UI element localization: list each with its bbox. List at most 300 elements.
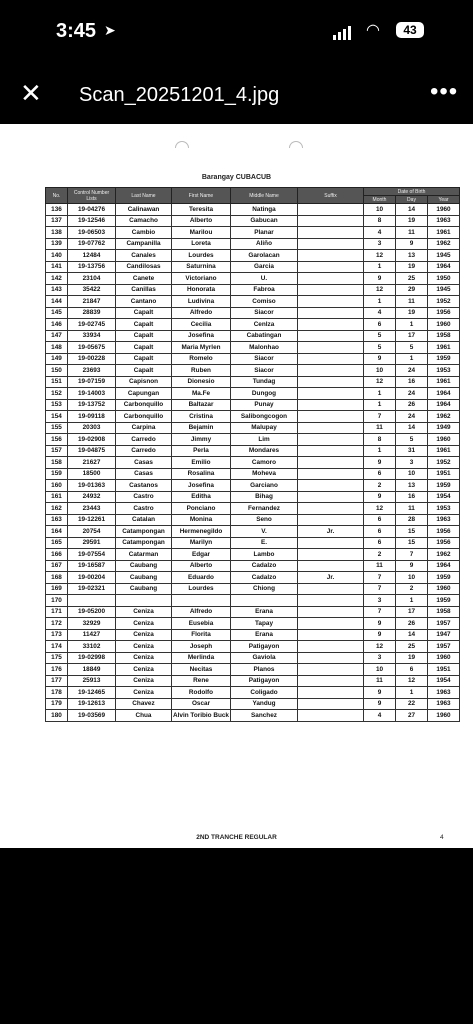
birth-month: 11 — [364, 422, 396, 434]
row-number: 143 — [46, 284, 68, 296]
control-number: 19-13756 — [68, 261, 116, 273]
first-name: Dionesio — [172, 376, 231, 388]
middle-name: Yandug — [231, 698, 298, 710]
table-row — [46, 629, 460, 641]
row-number: 165 — [46, 537, 68, 549]
birth-year: 1960 — [428, 434, 460, 446]
table-row — [46, 227, 460, 239]
birth-month: 3 — [364, 238, 396, 250]
birth-year: 1962 — [428, 411, 460, 423]
first-name: Eduardo — [172, 572, 231, 584]
table-row — [46, 710, 460, 722]
first-name: Merlinda — [172, 652, 231, 664]
first-name: Ponciano — [172, 503, 231, 515]
suffix — [298, 652, 364, 664]
suffix — [298, 411, 364, 423]
birth-day: 24 — [396, 365, 428, 377]
birth-year: 1951 — [428, 664, 460, 676]
middle-name: Erana — [231, 606, 298, 618]
last-name: Camacho — [116, 215, 172, 227]
header-first-name: First Name — [172, 188, 231, 204]
middle-name: Cadalzo — [231, 560, 298, 572]
table-row — [46, 457, 460, 469]
suffix — [298, 629, 364, 641]
suffix — [298, 261, 364, 273]
table-body — [46, 204, 460, 722]
middle-name: Fabroa — [231, 284, 298, 296]
birth-month: 3 — [364, 595, 396, 607]
last-name: Castanos — [116, 480, 172, 492]
table-row — [46, 296, 460, 308]
birth-year: 1956 — [428, 537, 460, 549]
control-number: 19-02998 — [68, 652, 116, 664]
first-name: Emilio — [172, 457, 231, 469]
last-name — [116, 595, 172, 607]
suffix — [298, 675, 364, 687]
birth-year: 1949 — [428, 422, 460, 434]
header-middle-name: Middle Name — [231, 188, 298, 204]
control-number: 33102 — [68, 641, 116, 653]
suffix — [298, 457, 364, 469]
middle-name: Garolacan — [231, 250, 298, 262]
suffix — [298, 250, 364, 262]
suffix — [298, 227, 364, 239]
last-name: Carredo — [116, 434, 172, 446]
suffix — [298, 388, 364, 400]
middle-name: Patigayon — [231, 675, 298, 687]
middle-name: Seno — [231, 514, 298, 526]
birth-day: 1 — [396, 353, 428, 365]
row-number: 161 — [46, 491, 68, 503]
control-number: 21847 — [68, 296, 116, 308]
table-row — [46, 468, 460, 480]
last-name: Carbonquillo — [116, 411, 172, 423]
first-name: Edgar — [172, 549, 231, 561]
birth-month: 12 — [364, 284, 396, 296]
row-number: 153 — [46, 399, 68, 411]
middle-name: Natinga — [231, 204, 298, 216]
row-number: 145 — [46, 307, 68, 319]
first-name — [172, 595, 231, 607]
row-number: 180 — [46, 710, 68, 722]
birth-day: 26 — [396, 618, 428, 630]
control-number: 19-02745 — [68, 319, 116, 331]
location-arrow-icon: ➤ — [104, 22, 116, 38]
suffix — [298, 399, 364, 411]
middle-name: E. — [231, 537, 298, 549]
suffix — [298, 514, 364, 526]
control-number: 19-12546 — [68, 215, 116, 227]
first-name: Victoriano — [172, 273, 231, 285]
birth-month: 7 — [364, 411, 396, 423]
suffix — [298, 284, 364, 296]
first-name: Ma.Fe — [172, 388, 231, 400]
birth-day: 10 — [396, 572, 428, 584]
birth-day: 11 — [396, 503, 428, 515]
birth-month: 6 — [364, 319, 396, 331]
first-name: Baltazar — [172, 399, 231, 411]
first-name: Bejamin — [172, 422, 231, 434]
last-name: Capalt — [116, 342, 172, 354]
first-name: Maria Myrlen — [172, 342, 231, 354]
suffix — [298, 468, 364, 480]
suffix — [298, 560, 364, 572]
row-number: 166 — [46, 549, 68, 561]
birth-day: 19 — [396, 652, 428, 664]
birth-day: 19 — [396, 261, 428, 273]
table-row — [46, 583, 460, 595]
suffix — [298, 710, 364, 722]
suffix — [298, 342, 364, 354]
birth-year: 1945 — [428, 284, 460, 296]
first-name: Alfredo — [172, 606, 231, 618]
first-name: Florita — [172, 629, 231, 641]
birth-month: 2 — [364, 480, 396, 492]
table-row — [46, 491, 460, 503]
first-name: Cristina — [172, 411, 231, 423]
birth-year: 1960 — [428, 319, 460, 331]
table-row — [46, 675, 460, 687]
suffix — [298, 238, 364, 250]
control-number: 19-06503 — [68, 227, 116, 239]
birth-day: 11 — [396, 227, 428, 239]
birth-month: 9 — [364, 687, 396, 699]
control-number: 19-13752 — [68, 399, 116, 411]
control-number: 23443 — [68, 503, 116, 515]
birth-month: 12 — [364, 641, 396, 653]
last-name: Chua — [116, 710, 172, 722]
middle-name: Cadalzo — [231, 572, 298, 584]
birth-year: 1959 — [428, 353, 460, 365]
first-name: Perla — [172, 445, 231, 457]
first-name: Monina — [172, 514, 231, 526]
row-number: 154 — [46, 411, 68, 423]
middle-name: Bihag — [231, 491, 298, 503]
suffix — [298, 365, 364, 377]
birth-year: 1947 — [428, 629, 460, 641]
suffix — [298, 215, 364, 227]
middle-name: Garcia — [231, 261, 298, 273]
table-row — [46, 250, 460, 262]
birth-month: 4 — [364, 307, 396, 319]
birth-day: 3 — [396, 457, 428, 469]
birth-month: 5 — [364, 342, 396, 354]
close-icon[interactable]: ✕ — [20, 78, 42, 108]
header-last-name: Last Name — [116, 188, 172, 204]
birth-month: 1 — [364, 388, 396, 400]
birth-year: 1959 — [428, 480, 460, 492]
first-name: Loreta — [172, 238, 231, 250]
birth-day: 7 — [396, 549, 428, 561]
birth-day: 5 — [396, 342, 428, 354]
row-number: 156 — [46, 434, 68, 446]
status-time: 3:45 — [56, 20, 97, 42]
control-number — [68, 595, 116, 607]
wifi-icon: ◠ — [366, 22, 380, 39]
last-name: Ceniza — [116, 675, 172, 687]
last-name: Cantano — [116, 296, 172, 308]
suffix — [298, 422, 364, 434]
table-row — [46, 434, 460, 446]
middle-name: Fernandez — [231, 503, 298, 515]
middle-name: Cabatingan — [231, 330, 298, 342]
birth-month: 11 — [364, 675, 396, 687]
birth-day: 9 — [396, 238, 428, 250]
table-row — [46, 664, 460, 676]
last-name: Caubang — [116, 572, 172, 584]
last-name: Ceniza — [116, 606, 172, 618]
more-options-icon[interactable]: ••• — [430, 78, 459, 105]
first-name: Josefina — [172, 480, 231, 492]
control-number: 19-12613 — [68, 698, 116, 710]
control-number: 23104 — [68, 273, 116, 285]
middle-name: Siacor — [231, 365, 298, 377]
birth-month: 1 — [364, 445, 396, 457]
middle-name: Lambo — [231, 549, 298, 561]
birth-year: 1960 — [428, 652, 460, 664]
control-number: 19-05675 — [68, 342, 116, 354]
table-row — [46, 388, 460, 400]
birth-day: 14 — [396, 629, 428, 641]
row-number: 159 — [46, 468, 68, 480]
first-name: Eusebia — [172, 618, 231, 630]
last-name: Ceniza — [116, 687, 172, 699]
birth-day: 2 — [396, 583, 428, 595]
birth-year: 1951 — [428, 468, 460, 480]
table-row — [46, 445, 460, 457]
row-number: 144 — [46, 296, 68, 308]
row-number: 152 — [46, 388, 68, 400]
birth-month: 6 — [364, 514, 396, 526]
last-name: Cambio — [116, 227, 172, 239]
row-number: 164 — [46, 526, 68, 538]
table-row — [46, 204, 460, 216]
last-name: Capalt — [116, 353, 172, 365]
row-number: 138 — [46, 227, 68, 239]
birth-month: 9 — [364, 273, 396, 285]
birth-year: 1959 — [428, 572, 460, 584]
control-number: 19-00204 — [68, 572, 116, 584]
last-name: Capungan — [116, 388, 172, 400]
row-number: 136 — [46, 204, 68, 216]
last-name: Carredo — [116, 445, 172, 457]
birth-year: 1956 — [428, 307, 460, 319]
first-name: Alvin Toribio Buck — [172, 710, 231, 722]
birth-month: 6 — [364, 526, 396, 538]
birth-year: 1963 — [428, 698, 460, 710]
header-day: Day — [396, 196, 428, 204]
last-name: Casas — [116, 457, 172, 469]
middle-name: Siacor — [231, 353, 298, 365]
first-name: Alfredo — [172, 307, 231, 319]
control-number: 11427 — [68, 629, 116, 641]
first-name: Rosalina — [172, 468, 231, 480]
row-number: 140 — [46, 250, 68, 262]
row-number: 155 — [46, 422, 68, 434]
table-row — [46, 238, 460, 250]
middle-name: Mondares — [231, 445, 298, 457]
middle-name: Patigayon — [231, 641, 298, 653]
control-number: 35422 — [68, 284, 116, 296]
control-number: 12484 — [68, 250, 116, 262]
suffix — [298, 618, 364, 630]
last-name: Catampongan — [116, 537, 172, 549]
birth-year: 1952 — [428, 457, 460, 469]
middle-name: Malonhao — [231, 342, 298, 354]
header-month: Month — [364, 196, 396, 204]
control-number: 23693 — [68, 365, 116, 377]
control-number: 19-01363 — [68, 480, 116, 492]
middle-name: Comiso — [231, 296, 298, 308]
birth-year: 1960 — [428, 204, 460, 216]
birth-month: 7 — [364, 583, 396, 595]
control-number: 18500 — [68, 468, 116, 480]
first-name: Lourdes — [172, 583, 231, 595]
table-row — [46, 215, 460, 227]
suffix — [298, 376, 364, 388]
row-number: 158 — [46, 457, 68, 469]
birth-day: 19 — [396, 215, 428, 227]
beneficiary-table — [45, 187, 460, 722]
birth-year: 1952 — [428, 296, 460, 308]
middle-name: Moheva — [231, 468, 298, 480]
birth-day: 11 — [396, 296, 428, 308]
birth-day: 17 — [396, 330, 428, 342]
row-number: 170 — [46, 595, 68, 607]
table-row — [46, 572, 460, 584]
birth-month: 1 — [364, 261, 396, 273]
control-number: 29591 — [68, 537, 116, 549]
birth-year: 1957 — [428, 618, 460, 630]
middle-name: U. — [231, 273, 298, 285]
birth-month: 9 — [364, 457, 396, 469]
birth-month: 8 — [364, 434, 396, 446]
cellular-signal-icon — [333, 26, 351, 40]
birth-month: 9 — [364, 629, 396, 641]
first-name: Joseph — [172, 641, 231, 653]
table-row — [46, 261, 460, 273]
birth-day: 16 — [396, 491, 428, 503]
row-number: 163 — [46, 514, 68, 526]
birth-year: 1960 — [428, 710, 460, 722]
birth-day: 1 — [396, 595, 428, 607]
middle-name — [231, 595, 298, 607]
table-row — [46, 618, 460, 630]
middle-name: Cenlza — [231, 319, 298, 331]
birth-day: 1 — [396, 687, 428, 699]
birth-day: 17 — [396, 606, 428, 618]
control-number: 32929 — [68, 618, 116, 630]
suffix — [298, 296, 364, 308]
first-name: Marilou — [172, 227, 231, 239]
last-name: Ceniza — [116, 652, 172, 664]
document-heading: Barangay CUBACUB — [201, 174, 272, 181]
middle-name: Aliño — [231, 238, 298, 250]
middle-name: V. — [231, 526, 298, 538]
row-number: 146 — [46, 319, 68, 331]
birth-day: 22 — [396, 698, 428, 710]
row-number: 167 — [46, 560, 68, 572]
birth-day: 9 — [396, 560, 428, 572]
middle-name: Lim — [231, 434, 298, 446]
page-number: 4 — [440, 834, 444, 841]
suffix — [298, 606, 364, 618]
birth-month: 10 — [364, 204, 396, 216]
birth-year: 1953 — [428, 503, 460, 515]
first-name: Marilyn — [172, 537, 231, 549]
suffix: Jr. — [298, 526, 364, 538]
suffix — [298, 641, 364, 653]
first-name: Ruben — [172, 365, 231, 377]
table-row — [46, 365, 460, 377]
suffix — [298, 549, 364, 561]
last-name: Catalan — [116, 514, 172, 526]
last-name: Ceniza — [116, 629, 172, 641]
last-name: Ceniza — [116, 641, 172, 653]
table-row — [46, 273, 460, 285]
birth-month: 4 — [364, 710, 396, 722]
birth-month: 2 — [364, 549, 396, 561]
control-number: 19-09118 — [68, 411, 116, 423]
birth-month: 9 — [364, 491, 396, 503]
last-name: Canete — [116, 273, 172, 285]
table-row — [46, 330, 460, 342]
birth-day: 10 — [396, 468, 428, 480]
first-name: Rene — [172, 675, 231, 687]
middle-name: Siacor — [231, 307, 298, 319]
header-date-of-birth: Date of Birth — [364, 188, 460, 196]
last-name: Castro — [116, 491, 172, 503]
last-name: Ceniza — [116, 664, 172, 676]
birth-year: 1962 — [428, 549, 460, 561]
control-number: 19-07159 — [68, 376, 116, 388]
row-number: 150 — [46, 365, 68, 377]
last-name: Canales — [116, 250, 172, 262]
control-number: 21627 — [68, 457, 116, 469]
table-row — [46, 687, 460, 699]
suffix — [298, 687, 364, 699]
control-number: 28839 — [68, 307, 116, 319]
birth-month: 1 — [364, 296, 396, 308]
control-number: 33934 — [68, 330, 116, 342]
table-row — [46, 549, 460, 561]
first-name: Honorata — [172, 284, 231, 296]
last-name: Carpina — [116, 422, 172, 434]
suffix — [298, 330, 364, 342]
middle-name: Malupay — [231, 422, 298, 434]
birth-month: 6 — [364, 468, 396, 480]
birth-day: 6 — [396, 664, 428, 676]
birth-day: 16 — [396, 376, 428, 388]
row-number: 179 — [46, 698, 68, 710]
suffix — [298, 319, 364, 331]
birth-year: 1963 — [428, 215, 460, 227]
suffix — [298, 307, 364, 319]
birth-year: 1956 — [428, 526, 460, 538]
birth-month: 12 — [364, 250, 396, 262]
first-name: Alberto — [172, 215, 231, 227]
status-bar — [0, 0, 473, 64]
row-number: 137 — [46, 215, 68, 227]
birth-year: 1961 — [428, 376, 460, 388]
middle-name: Camoro — [231, 457, 298, 469]
table-row — [46, 641, 460, 653]
birth-day: 14 — [396, 422, 428, 434]
table-row — [46, 319, 460, 331]
control-number: 19-00228 — [68, 353, 116, 365]
table-row — [46, 353, 460, 365]
birth-day: 29 — [396, 284, 428, 296]
